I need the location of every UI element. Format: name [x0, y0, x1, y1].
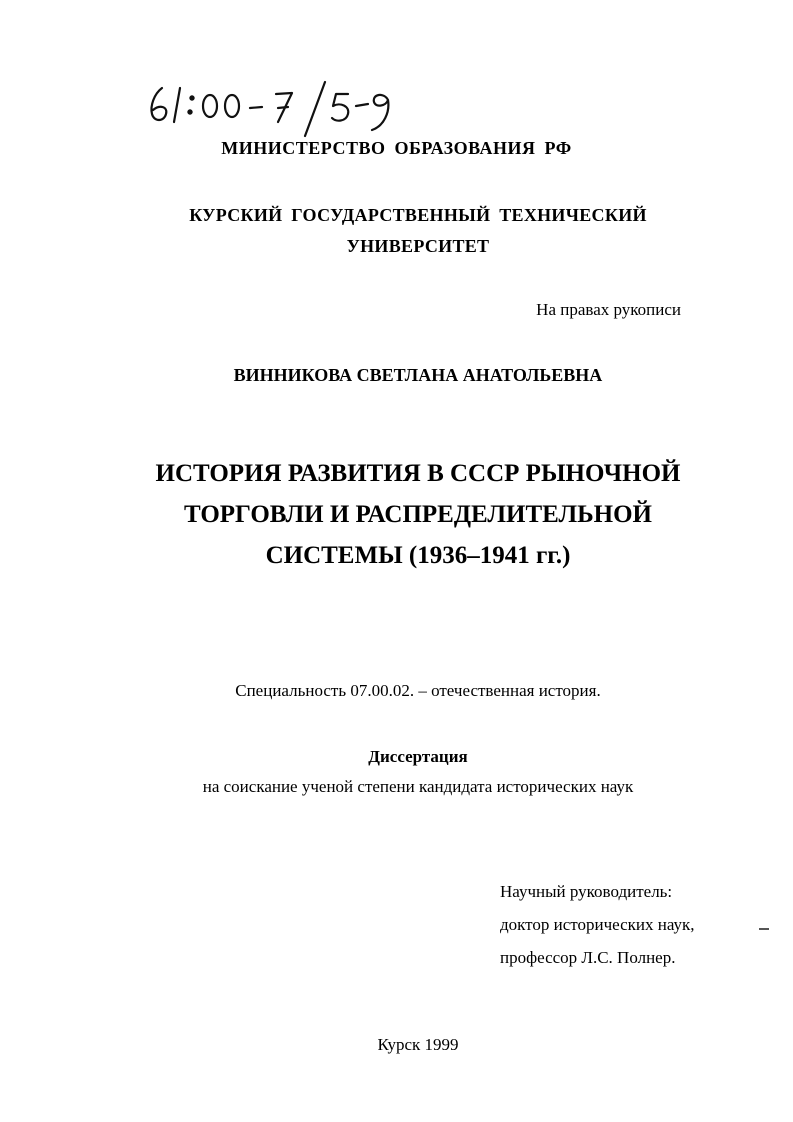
city-year: Курск 1999	[377, 1035, 459, 1054]
degree-line: на соискание ученой степени кандидата исторических наук	[202, 777, 634, 796]
dissertation-label: Диссертация	[368, 747, 468, 766]
supervisor-block	[500, 875, 695, 974]
ministry-heading: МИНИСТЕРСТВО ОБРАЗОВАНИЯ РФ	[221, 138, 572, 158]
university-name	[0, 200, 793, 262]
specialty-line: Специальность 07.00.02. – отечественная история.	[235, 681, 601, 700]
university-line-1: КУРСКИЙ ГОСУДАРСТВЕННЫЙ ТЕХНИЧЕСКИЙ	[189, 205, 647, 225]
dissertation-title	[0, 453, 793, 576]
supervisor-degree: доктор исторических наук,	[500, 915, 695, 934]
author-name: ВИННИКОВА СВЕТЛАНА АНАТОЛЬЕВНА	[233, 365, 603, 385]
title-line-1: ИСТОРИЯ РАЗВИТИЯ В СССР РЫНОЧНОЙ	[155, 460, 681, 487]
scan-mark	[759, 928, 769, 930]
supervisor-name: профессор Л.С. Полнер.	[500, 948, 676, 967]
title-line-2: ТОРГОВЛИ И РАСПРЕДЕЛИТЕЛЬНОЙ	[184, 501, 652, 528]
manuscript-note: На правах рукописи	[536, 300, 681, 319]
handwritten-catalog-mark	[140, 70, 440, 140]
title-line-3: СИСТЕМЫ (1936–1941 гг.)	[265, 542, 571, 569]
university-line-2: УНИВЕРСИТЕТ	[346, 236, 490, 256]
supervisor-role: Научный руководитель:	[500, 882, 673, 901]
